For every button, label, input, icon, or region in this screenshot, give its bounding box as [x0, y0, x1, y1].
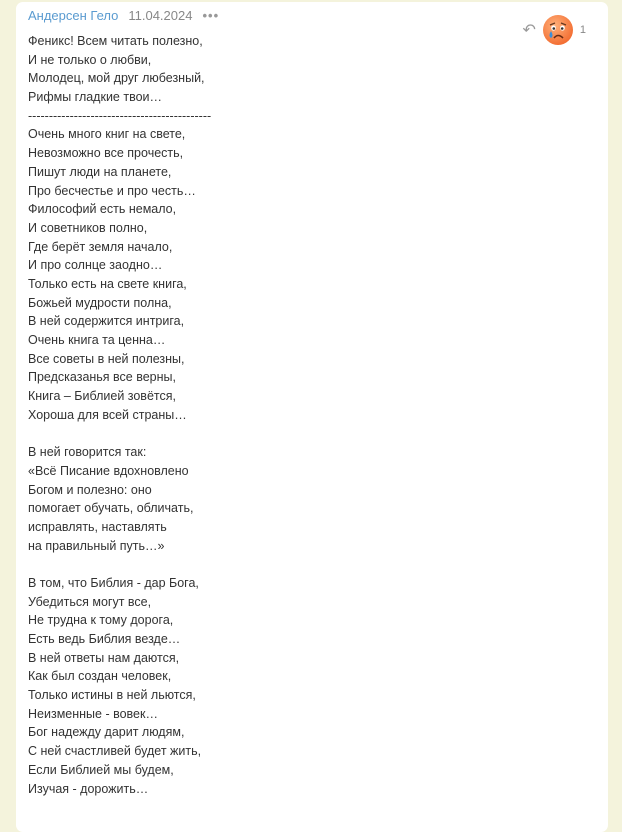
poem-line: Только истины в ней льются, — [28, 688, 196, 703]
poem-line: Где берёт земля начало, — [28, 239, 173, 254]
poem-line: Божьей мудрости полна, — [28, 295, 172, 310]
poem-line: Как был создан человек, — [28, 669, 172, 684]
poem-line: В том, что Библия - дар Бога, — [28, 575, 199, 590]
reaction-count: 1 — [579, 24, 586, 36]
comment-card — [16, 2, 608, 832]
poem-line: Предсказанья все верны, — [28, 370, 176, 385]
comment-header — [28, 8, 219, 23]
poem-line: В ней ответы нам даются, — [28, 650, 180, 665]
poem-line: Все советы в ней полезны, — [28, 351, 185, 366]
poem-line: Если Библией мы будем, — [28, 762, 174, 777]
comment-actions — [522, 14, 586, 46]
poem-line: И не только о любви, — [28, 52, 152, 67]
poem-line: Неизменные - вовек… — [28, 706, 158, 721]
poem-line — [28, 555, 211, 574]
poem-line — [28, 424, 211, 443]
poem-line: Хороша для всей страны… — [28, 407, 187, 422]
poem-line: Рифмы гладкие твои… — [28, 90, 163, 105]
poem-line: Только есть на свете книга, — [28, 276, 187, 291]
poem-line: С ней счастливей будет жить, — [28, 744, 202, 759]
poem-line: Есть ведь Библия везде… — [28, 632, 181, 646]
poem-line: исправлять, наставлять — [28, 519, 167, 534]
poem-line: Очень книга та ценна… — [28, 333, 166, 347]
author-link[interactable]: Андерсен Гело — [28, 8, 119, 23]
poem-line: «Всё Писание вдохновлено — [28, 463, 189, 478]
poem-line: Бог надежду дарит людям, — [28, 725, 185, 740]
poem-line: Феникс! Всем читать полезно, — [28, 34, 203, 48]
poem-line: И советников полно, — [28, 220, 148, 235]
poem-line: Молодец, мой друг любезный, — [28, 71, 205, 86]
poem-line: Про бесчестье и про честь… — [28, 183, 196, 198]
poem-line: В ней говорится так: — [28, 445, 147, 460]
poem-line: Убедиться могут все, — [28, 594, 152, 609]
poem-line: Богом и полезно: оно — [28, 482, 152, 497]
poem-line: помогает обучать, обличать, — [28, 501, 194, 516]
post-date: 11.04.2024 — [128, 8, 193, 23]
poem-line: на правильный путь…» — [28, 538, 165, 553]
crying-face-icon[interactable] — [542, 14, 574, 46]
poem-line: В ней содержится интрига, — [28, 314, 185, 329]
poem-line: Невозможно все прочесть, — [28, 146, 184, 161]
comment-body — [28, 32, 211, 798]
poem-line: Очень много книг на свете, — [28, 127, 186, 142]
poem-line: Философий есть немало, — [28, 202, 177, 217]
poem-line: Изучая - дорожить… — [28, 781, 149, 796]
poem-line: Книга – Библией зовётся, — [28, 389, 176, 404]
reply-icon[interactable]: ↶ — [522, 22, 536, 39]
poem-line: И про солнце заодно… — [28, 258, 163, 273]
more-options-icon[interactable]: ••• — [202, 8, 220, 23]
divider-line: -------------------------------------------- — [28, 108, 212, 123]
poem-line: Пишут люди на планете, — [28, 164, 172, 179]
poem-line: Не трудна к тому дорога, — [28, 613, 174, 628]
